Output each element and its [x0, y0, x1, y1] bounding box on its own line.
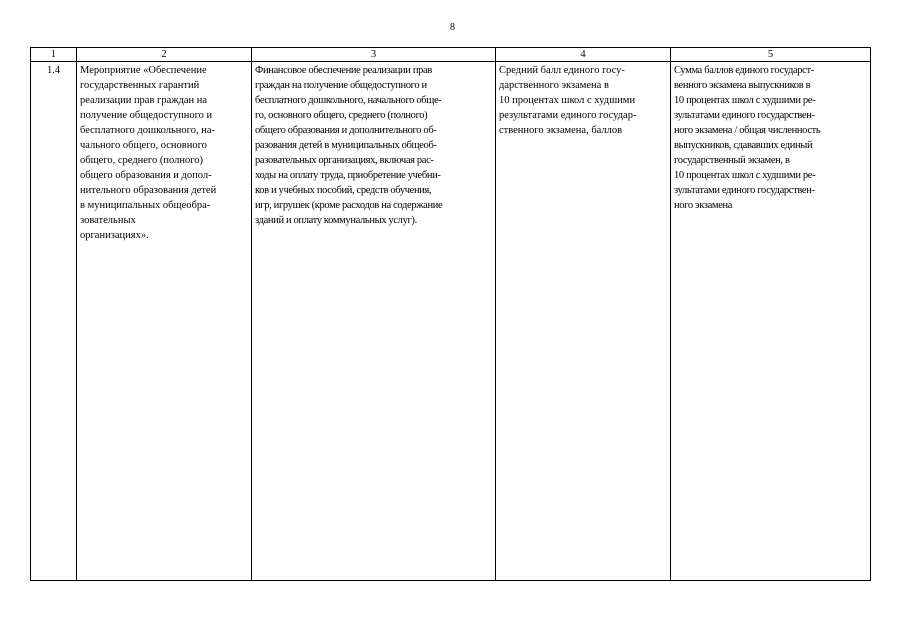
row-number: 1.4: [31, 62, 77, 581]
text-line: ходы на оплату труда, приобретение учебни-: [255, 170, 441, 181]
text-line: игр, игрушек (кроме расходов на содержание: [255, 200, 443, 211]
text-line: выпускников, сдававших единый: [674, 140, 813, 151]
text-line: го, основного общего, среднего (полного): [255, 110, 428, 121]
text-line: государственный экзамен, в: [674, 155, 790, 166]
text-line: ков и учебных пособий, средств обучения,: [255, 185, 432, 196]
text-line: разования детей в муниципальных общеоб-: [255, 140, 437, 151]
text-line: бесплатного дошкольного, на-: [80, 125, 215, 136]
text-line: в муниципальных общеобра-: [80, 200, 211, 211]
text-line: общего, среднего (полного): [80, 155, 203, 166]
text-line: зультатами единого государствен-: [674, 185, 815, 196]
text-line: зультатами единого государствен-: [674, 110, 815, 121]
text-line: результатами единого государ-: [499, 110, 637, 121]
text-line: 10 процентах школ с худшими: [499, 95, 636, 106]
text-line: зданий и оплату коммунальных услуг).: [255, 215, 417, 226]
text-line: общего образования и дополнительного об-: [255, 125, 437, 136]
table-row: [31, 62, 871, 581]
calculation-method: [671, 62, 871, 581]
column-header-5: 5: [671, 48, 871, 62]
text-line: дарственного экзамена в: [499, 80, 609, 91]
text-line: чального общего, основного: [80, 140, 207, 151]
text-line: реализации прав граждан на: [80, 95, 208, 106]
text-line: ного экзамена: [674, 200, 733, 211]
text-line: нительного образования детей: [80, 185, 217, 196]
table-header-row: [31, 48, 871, 62]
column-header-1: 1: [31, 48, 77, 62]
text-line: государственных гарантий: [80, 80, 200, 91]
text-line: Мероприятие «Обеспечение: [80, 65, 207, 76]
text-line: ственного экзамена, баллов: [499, 125, 623, 136]
text-line: ного экзамена / общая численность: [674, 125, 821, 136]
text-line: Сумма баллов единого государст-: [674, 65, 814, 76]
activity-description: [77, 62, 252, 581]
text-line: Финансовое обеспечение реализации прав: [255, 65, 432, 76]
text-line: 10 процентах школ с худшими ре-: [674, 95, 816, 106]
text-line: 10 процентах школ с худшими ре-: [674, 170, 816, 181]
page-number: 8: [450, 22, 455, 33]
text-line: общего образования и допол-: [80, 170, 212, 181]
document-table: [30, 47, 871, 581]
text-line: организациях».: [80, 230, 149, 241]
column-header-2: 2: [77, 48, 252, 62]
text-line: венного экзамена выпускников в: [674, 80, 811, 91]
column-header-3: 3: [252, 48, 496, 62]
text-line: получение общедоступного и: [80, 110, 213, 121]
text-line: разовательных организациях, включая рас-: [255, 155, 434, 166]
text-line: Средний балл единого госу-: [499, 65, 625, 76]
text-line: зовательных: [80, 215, 136, 226]
column-header-4: 4: [496, 48, 671, 62]
indicator-description: [496, 62, 671, 581]
text-line: граждан на получение общедоступного и: [255, 80, 427, 91]
text-line: бесплатного дошкольного, начального обще-: [255, 95, 442, 106]
financing-description: [252, 62, 496, 581]
